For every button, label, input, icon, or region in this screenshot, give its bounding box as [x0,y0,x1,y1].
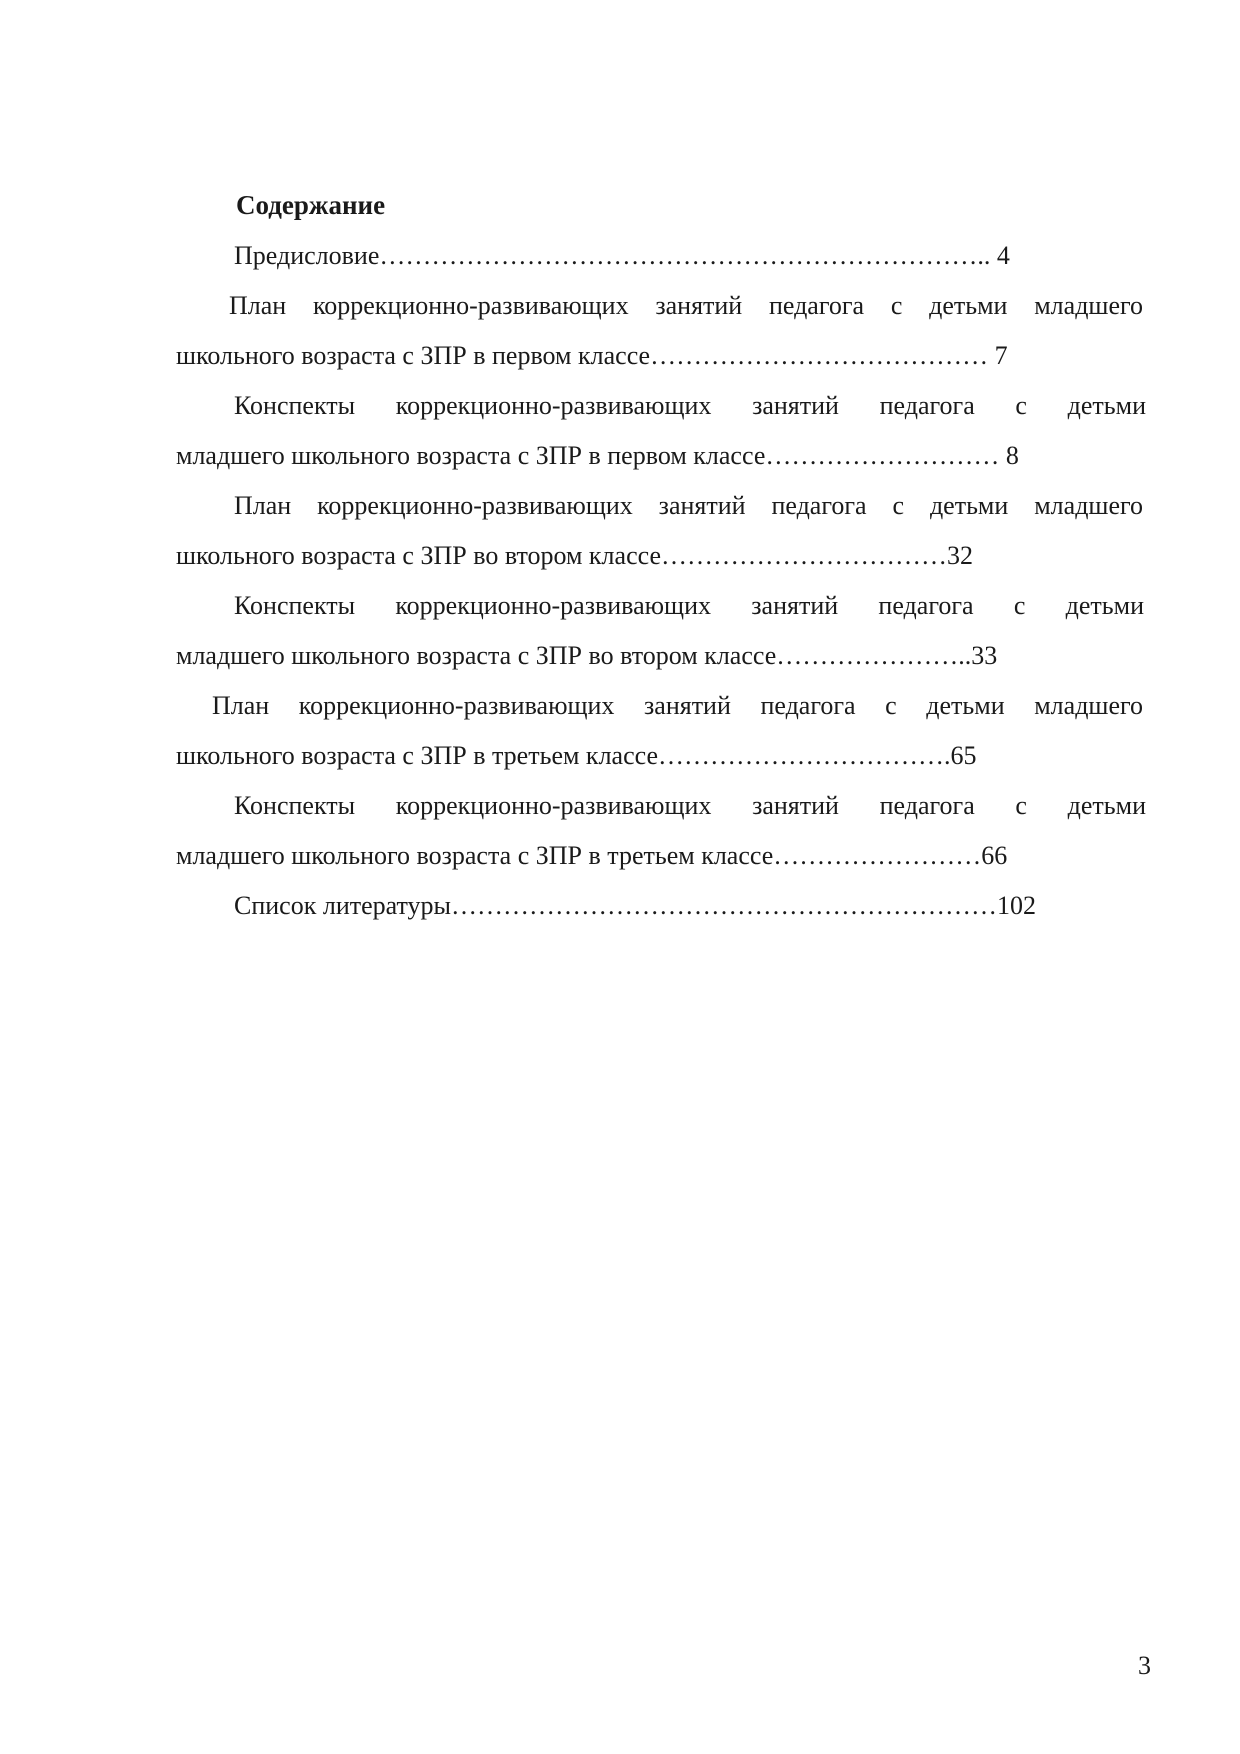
toc-entry-notes-grade3-line1: Конспекты коррекционно-развивающих занятий педагога с детьми [234,791,1146,820]
toc-entry-notes-grade1-line1: Конспекты коррекционно-развивающих занятий педагога с детьми [234,391,1146,420]
toc-entry-plan-grade3-line1: План коррекционно-развивающих занятий педагога с детьми младшего [212,691,1143,720]
toc-entry-plan-grade2-line2: школьного возраста с ЗПР во втором классе……………………………32 [176,541,974,570]
toc-heading: Содержание [236,190,386,220]
toc-entry-preface: Предисловие…………………………………………………………….. 4 [234,241,1010,270]
toc-entry-notes-grade2-line2: младшего школьного возраста с ЗПР во втором классе…………………..33 [176,641,998,670]
toc-entry-plan-grade1-line2: школьного возраста с ЗПР в первом классе………………………………… 7 [176,341,1008,370]
toc-entry-notes-grade3-line2: младшего школьного возраста с ЗПР в третьем классе……………………66 [176,841,1008,870]
page-number: 3 [1138,1651,1151,1680]
toc-entry-plan-grade1-line1: План коррекционно-развивающих занятий педагога с детьми младшего [229,291,1143,320]
toc-entry-notes-grade1-line2: младшего школьного возраста с ЗПР в первом классе……………………… 8 [176,441,1019,470]
toc-entry-plan-grade3-line2: школьного возраста с ЗПР в третьем классе…………………………….65 [176,741,977,770]
toc-entry-bibliography: Список литературы………………………………………………………102 [234,891,1036,920]
toc-entry-notes-grade2-line1: Конспекты коррекционно-развивающих занятий педагога с детьми [234,591,1144,620]
toc-entry-plan-grade2-line1: План коррекционно-развивающих занятий педагога с детьми младшего [234,491,1143,520]
